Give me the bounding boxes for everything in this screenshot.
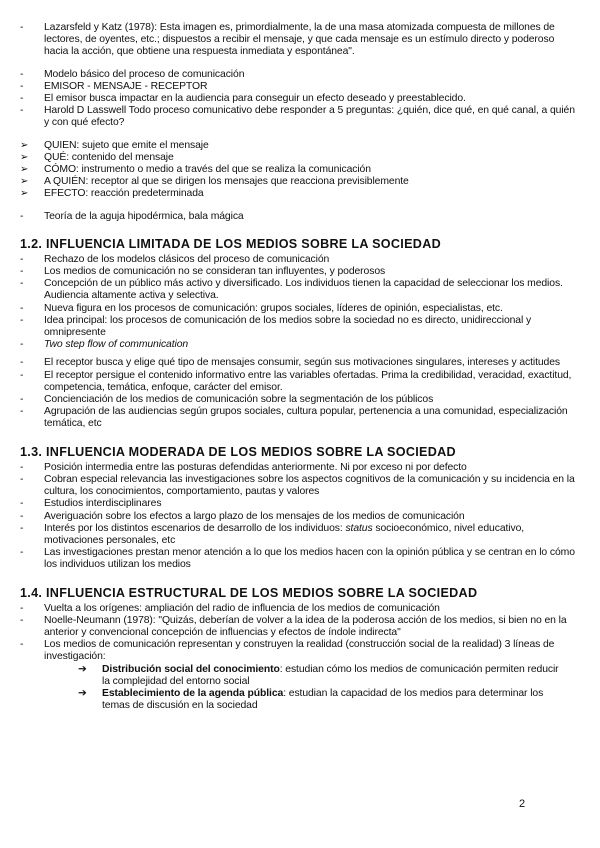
- list-item-text-end: socioeconómico, nivel educativo, motivaciones personales, etc: [44, 522, 525, 546]
- list-item-text: Concienciación de los medios de comunicación sobre la segmentación de los públicos: [44, 394, 434, 406]
- list-item: [20, 254, 580, 266]
- arrowhead-icon: ➢: [20, 188, 29, 200]
- list-item-text: Two step flow of communication: [44, 339, 189, 351]
- list-item: [20, 498, 580, 510]
- dash-marker: -: [20, 461, 24, 473]
- dash-marker: -: [20, 522, 24, 534]
- list-item-text: Los medios de comunicación representan y construyen la realidad (construcción social de la realidad) 3 líneas de investigación:: [44, 639, 555, 663]
- dash-marker: -: [20, 406, 24, 418]
- dash-marker: -: [20, 510, 24, 522]
- dash-marker: -: [20, 473, 24, 485]
- arrowhead-icon: ➢: [20, 176, 29, 188]
- dash-marker: -: [20, 80, 24, 92]
- dash-marker: -: [20, 105, 24, 117]
- list-item-text: Averiguación sobre los efectos a largo plazo de los mensajes de los medios de comunicación: [44, 510, 465, 522]
- list-item-text: Agrupación de las audiencias según grupos sociales, cultura popular, pertenencia a una comunidad, especialización temática, etc: [44, 406, 568, 430]
- list-item-text: El receptor persigue el contenido informativo entre las variables ofertadas. Prima la credibilidad, veracidad, exactitud, competencia, temática, enfoque, carácter del emisor.: [44, 369, 572, 393]
- list-item-text-start: Interés por los distintos escenarios de desarrollo de los individuos:: [44, 522, 346, 534]
- dash-marker: -: [20, 314, 24, 326]
- list-item-text: Noelle-Neumann (1978): "Quizás, deberían de volver a la idea de la poderosa acción de los medios, si bien no en la anterior y convencional concepción de influencias y efectos de índole indirecta": [44, 614, 567, 638]
- sub-list-item: [78, 688, 568, 712]
- list-item: [20, 406, 580, 430]
- page-number: 2: [519, 798, 526, 810]
- list-item: [20, 105, 580, 129]
- list-item: [20, 81, 580, 93]
- list-item: [20, 615, 580, 639]
- arrowhead-icon: ➢: [20, 164, 29, 176]
- list-item-text: Concepción de un público más activo y diversificado. Los individuos tienen la capacidad de seleccionar los medios. Audiencia altamente activa y selectiva.: [44, 278, 563, 302]
- list-item: [20, 266, 580, 278]
- dash-marker: -: [20, 498, 24, 510]
- section-heading: 1.4. INFLUENCIA ESTRUCTURAL DE LOS MEDIOS SOBRE LA SOCIEDAD: [20, 585, 478, 600]
- arrowhead-icon: ➢: [20, 151, 29, 163]
- list-item-text: Idea principal: los procesos de comunicación de los medios sobre la sociedad no es directo, unidireccional y omnipresente: [44, 314, 532, 339]
- sub-item-title: Distribución social del conocimiento: [102, 663, 280, 675]
- section-heading: 1.2. INFLUENCIA LIMITADA DE LOS MEDIOS SOBRE LA SOCIEDAD: [20, 236, 441, 251]
- sub-item-text: : estudian cómo los medios de comunicación permiten reducir la complejidad del entorno social: [102, 663, 559, 687]
- list-item-text: Modelo básico del proceso de comunicación: [44, 68, 245, 80]
- arrow-icon: ➔: [78, 663, 87, 675]
- lazarsfeld-quote: Lazarsfeld y Katz (1978): Esta imagen es, primordialmente, la de una masa atomizada compuesta de millones de lectores, de oyentes, etc.; dispuestos a recibir el mensaje, y que cada mensaje es un estímulo directo y poderoso hacia la acción, que obtiene una respuesta inmediata y espontánea".: [44, 22, 555, 58]
- status-italic: status: [345, 522, 373, 534]
- arrow-icon: ➔: [78, 687, 87, 699]
- dash-marker: -: [20, 394, 24, 406]
- dash-marker: -: [20, 302, 24, 314]
- arrowhead-icon: ➢: [20, 139, 29, 151]
- list-item: [20, 315, 580, 339]
- list-item: [20, 176, 580, 188]
- dash-marker: -: [20, 68, 24, 80]
- list-item: [20, 603, 580, 615]
- list-item-text: QUIEN: sujeto que emite el mensaje: [44, 139, 209, 151]
- sub-list-item: [78, 664, 568, 688]
- list-item-text: Estudios interdisciplinares: [44, 498, 162, 510]
- list-item: [20, 523, 580, 547]
- list-item: [20, 394, 580, 406]
- list-item-text: El emisor busca impactar en la audiencia para conseguir un efecto deseado y preestablecido.: [44, 93, 466, 105]
- list-item-text: Cobran especial relevancia las investigaciones sobre los aspectos cognitivos de la comunicación y su incidencia en la cultura, los conocimientos, comportamiento, pautas y valores: [44, 473, 575, 498]
- dash-marker: -: [20, 547, 24, 559]
- list-item: [20, 462, 580, 474]
- list-item: [20, 93, 580, 105]
- list-item: [20, 511, 580, 523]
- list-item-text: A QUIÉN: receptor al que se dirigen los mensajes que reacciona previsiblemente: [44, 176, 409, 188]
- list-item-text: Rechazo de los modelos clásicos del proceso de comunicación: [44, 253, 330, 265]
- sub-item-text: : estudian la capacidad de los medios para determinar los temas de discusión en la sociedad: [102, 687, 544, 712]
- sub-item-title: Establecimiento de la agenda pública: [102, 687, 284, 699]
- list-item-text: QUÉ: contenido del mensaje: [44, 151, 174, 163]
- list-item: [20, 69, 580, 81]
- list-item-text: CÓMO: instrumento o medio a través del que se realiza la comunicación: [44, 164, 371, 176]
- list-item: [20, 140, 580, 152]
- dash-marker: -: [20, 357, 24, 369]
- section-heading: 1.3. INFLUENCIA MODERADA DE LOS MEDIOS SOBRE LA SOCIEDAD: [20, 444, 456, 459]
- list-item-text: Posición intermedia entre las posturas defendidas anteriormente. Ni por exceso ni por defecto: [44, 461, 467, 473]
- list-item: [20, 357, 580, 369]
- dash-marker: -: [20, 602, 24, 614]
- list-item-text: EFECTO: reacción predeterminada: [44, 188, 204, 200]
- list-item: [20, 22, 580, 59]
- list-item: [20, 370, 580, 394]
- list-item: [20, 639, 580, 663]
- list-item-text: Los medios de comunicación no se consideran tan influyentes, y poderosos: [44, 266, 386, 278]
- dash-marker: -: [20, 22, 24, 33]
- list-item: [20, 303, 580, 315]
- list-item-text: Harold D Lasswell Todo proceso comunicativo debe responder a 5 preguntas: ¿quién, dice qué, en qué canal, a quién y con qué efecto?: [44, 105, 575, 129]
- list-item-text: El receptor busca y elige qué tipo de mensajes consumir, según sus motivaciones singulares, intereses y actitudes: [44, 357, 561, 369]
- list-item: [20, 164, 580, 176]
- dash-marker: -: [20, 369, 24, 381]
- dash-marker: -: [20, 266, 24, 278]
- list-item: [20, 474, 580, 498]
- list-item-text: Nueva figura en los procesos de comunicación: grupos sociales, líderes de opinión, especialistas, etc.: [44, 302, 503, 314]
- dash-marker: -: [20, 339, 24, 351]
- dash-marker: -: [20, 253, 24, 265]
- list-item-text: Las investigaciones prestan menor atención a lo que los medios hacen con la opinión pública y se centran en lo cómo los individuos utilizan los medios: [44, 547, 575, 571]
- dash-marker: -: [20, 278, 24, 290]
- list-item-text: Teoría de la aguja hipodérmica, bala mágica: [44, 210, 244, 222]
- list-item-text: Vuelta a los orígenes: ampliación del radio de influencia de los medios de comunicación: [44, 602, 440, 614]
- dash-marker: -: [20, 614, 24, 626]
- list-item: [20, 278, 580, 302]
- dash-marker: -: [20, 210, 24, 222]
- list-item: [20, 547, 580, 571]
- list-item: [20, 211, 580, 223]
- list-item: [20, 339, 580, 351]
- dash-marker: -: [20, 93, 24, 105]
- list-item: [20, 188, 580, 200]
- list-item-text: EMISOR - MENSAJE - RECEPTOR: [44, 80, 208, 92]
- dash-marker: -: [20, 639, 24, 651]
- list-item: [20, 152, 580, 164]
